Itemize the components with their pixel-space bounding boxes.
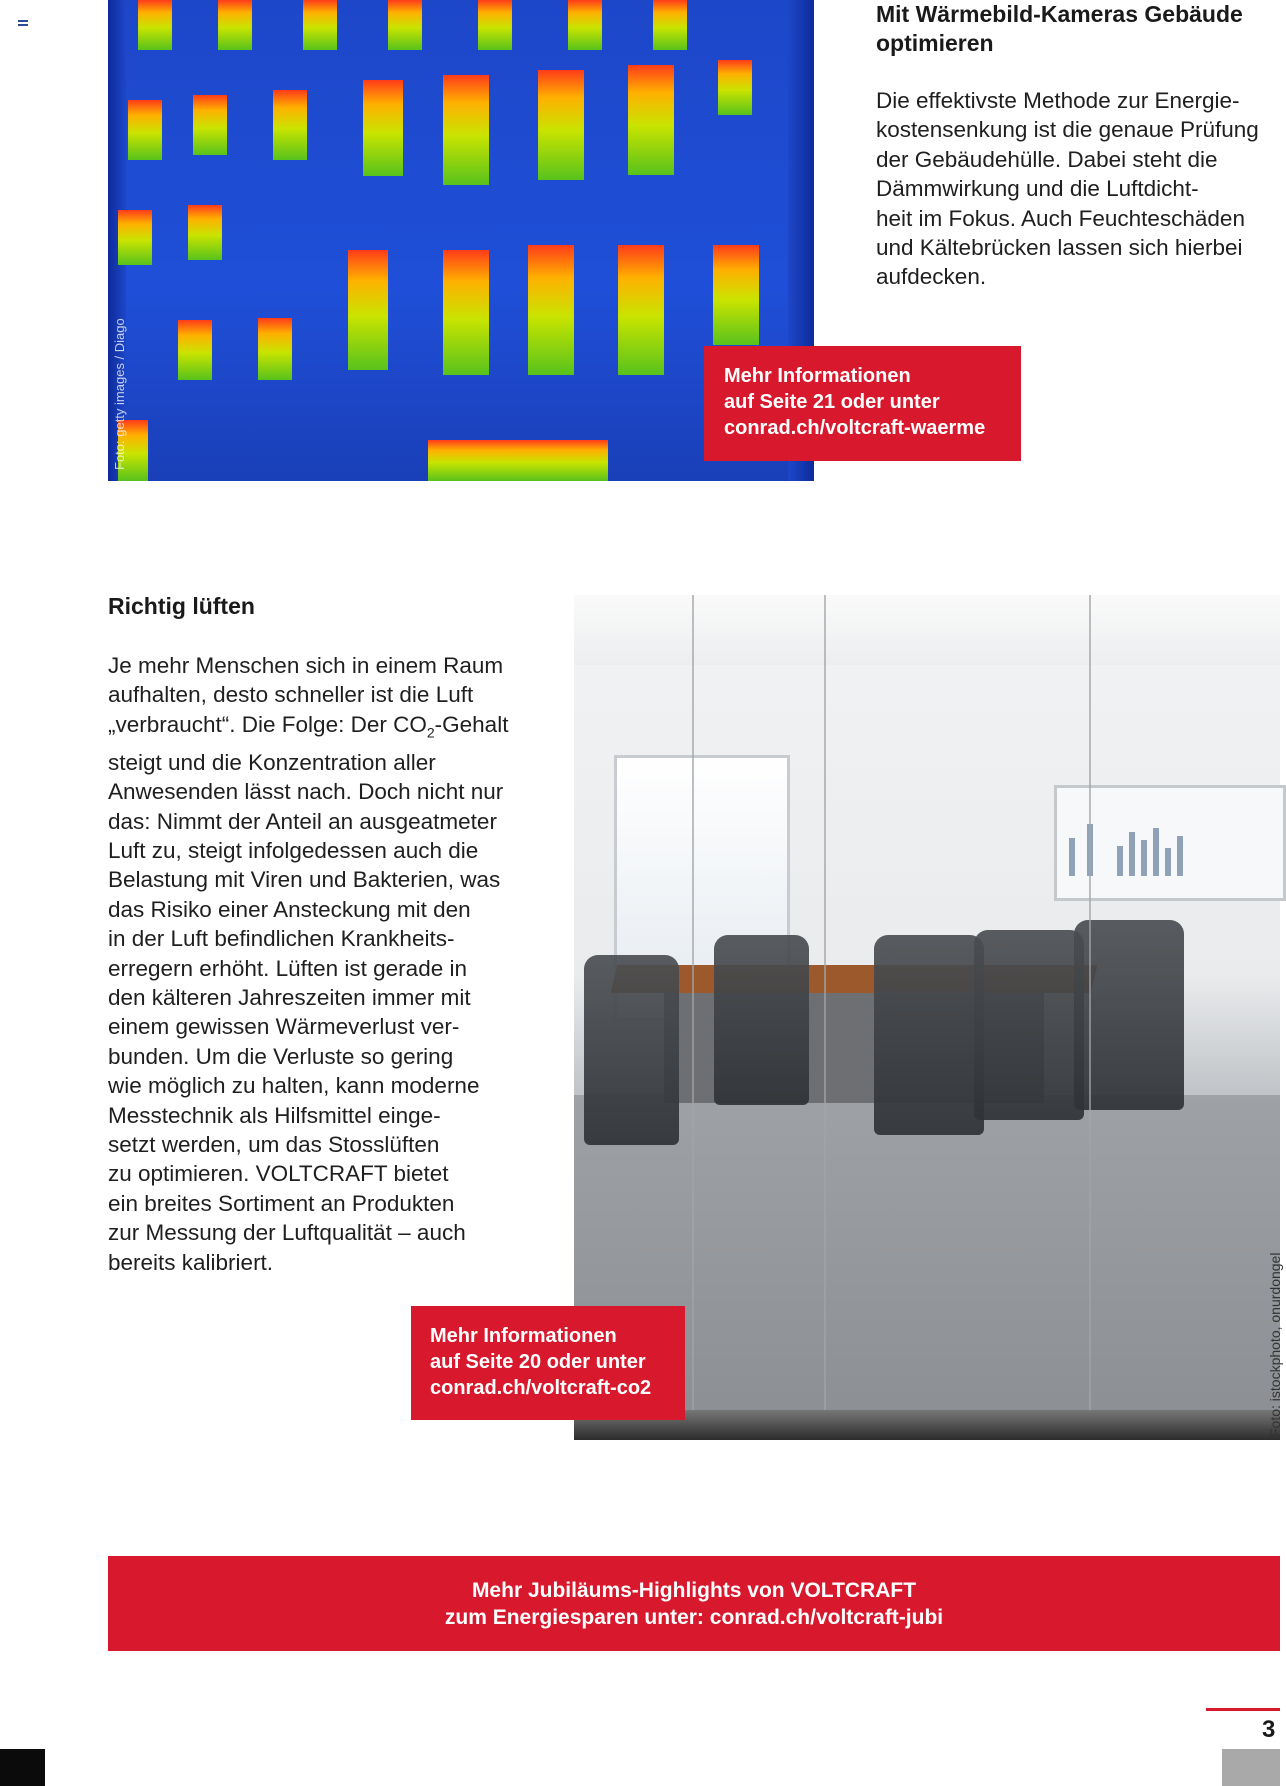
jubilee-banner[interactable]: Mehr Jubiläums-Highlights von VOLTCRAFT zum Energiesparen unter: conrad.ch/voltcraft-jubi bbox=[108, 1556, 1280, 1651]
ventilation-body: Je mehr Menschen sich in einem Raum aufhalten, desto schneller ist die Luft „verbraucht“. Die Folge: Der $CO_2$-Gehalt steigt und die Konzentration aller Anwesenden lässt nach. Doch nicht nur das: Nimmt der Anteil an ausgeatmeter Luft zu, steigt infolgedessen auch die Belastung mit Viren und Bakterien, was das Risiko einer Ansteckung mit den in der Luft befindlichen Krankheits- erregern erhöht. Lüften ist gerade in den kälteren Jahreszeiten immer mit einem gewissen Wärmeverlust ver- bunden. Um die Verluste so gering wie möglich zu halten, kann moderne Messtechnik als Hilfsmittel einge- setzt werden, um das Stosslüften zu optimieren. VOLTCRAFT bietet ein breites Sortiment an Produkten zur Messung der Luftqualität – auch bereits kalibriert. bbox=[108, 653, 509, 1275]
photo-credit-thermal: Foto: getty images / Diago bbox=[112, 318, 127, 470]
page-number-rule bbox=[1206, 1708, 1280, 1711]
photo-credit-office: Foto: istockphoto, onurdongel bbox=[1267, 1252, 1283, 1437]
corner-block-left bbox=[0, 1749, 45, 1786]
info-box-co2[interactable]: Mehr Informationen auf Seite 20 oder unter conrad.ch/voltcraft-co2 bbox=[411, 1306, 685, 1420]
thermal-heading: Mit Wärmebild-Kameras Gebäude optimieren bbox=[876, 1, 1243, 56]
menu-icon[interactable] bbox=[18, 20, 28, 26]
page-number: 3 bbox=[1262, 1716, 1276, 1743]
corner-block-right bbox=[1222, 1749, 1280, 1786]
info-box-thermal[interactable]: Mehr Informationen auf Seite 21 oder unter conrad.ch/voltcraft-waerme bbox=[704, 346, 1021, 461]
thermal-body: Die effektivste Methode zur Energie- kostensenkung ist die genaue Prüfung der Gebäudehülle. Dabei steht die Dämmwirkung und die Luftdicht- heit im Fokus. Auch Feuchteschäden und Kältebrücken lassen sich hierbei aufdecken. bbox=[876, 88, 1259, 290]
ventilation-heading: Richtig lüften bbox=[108, 593, 255, 619]
